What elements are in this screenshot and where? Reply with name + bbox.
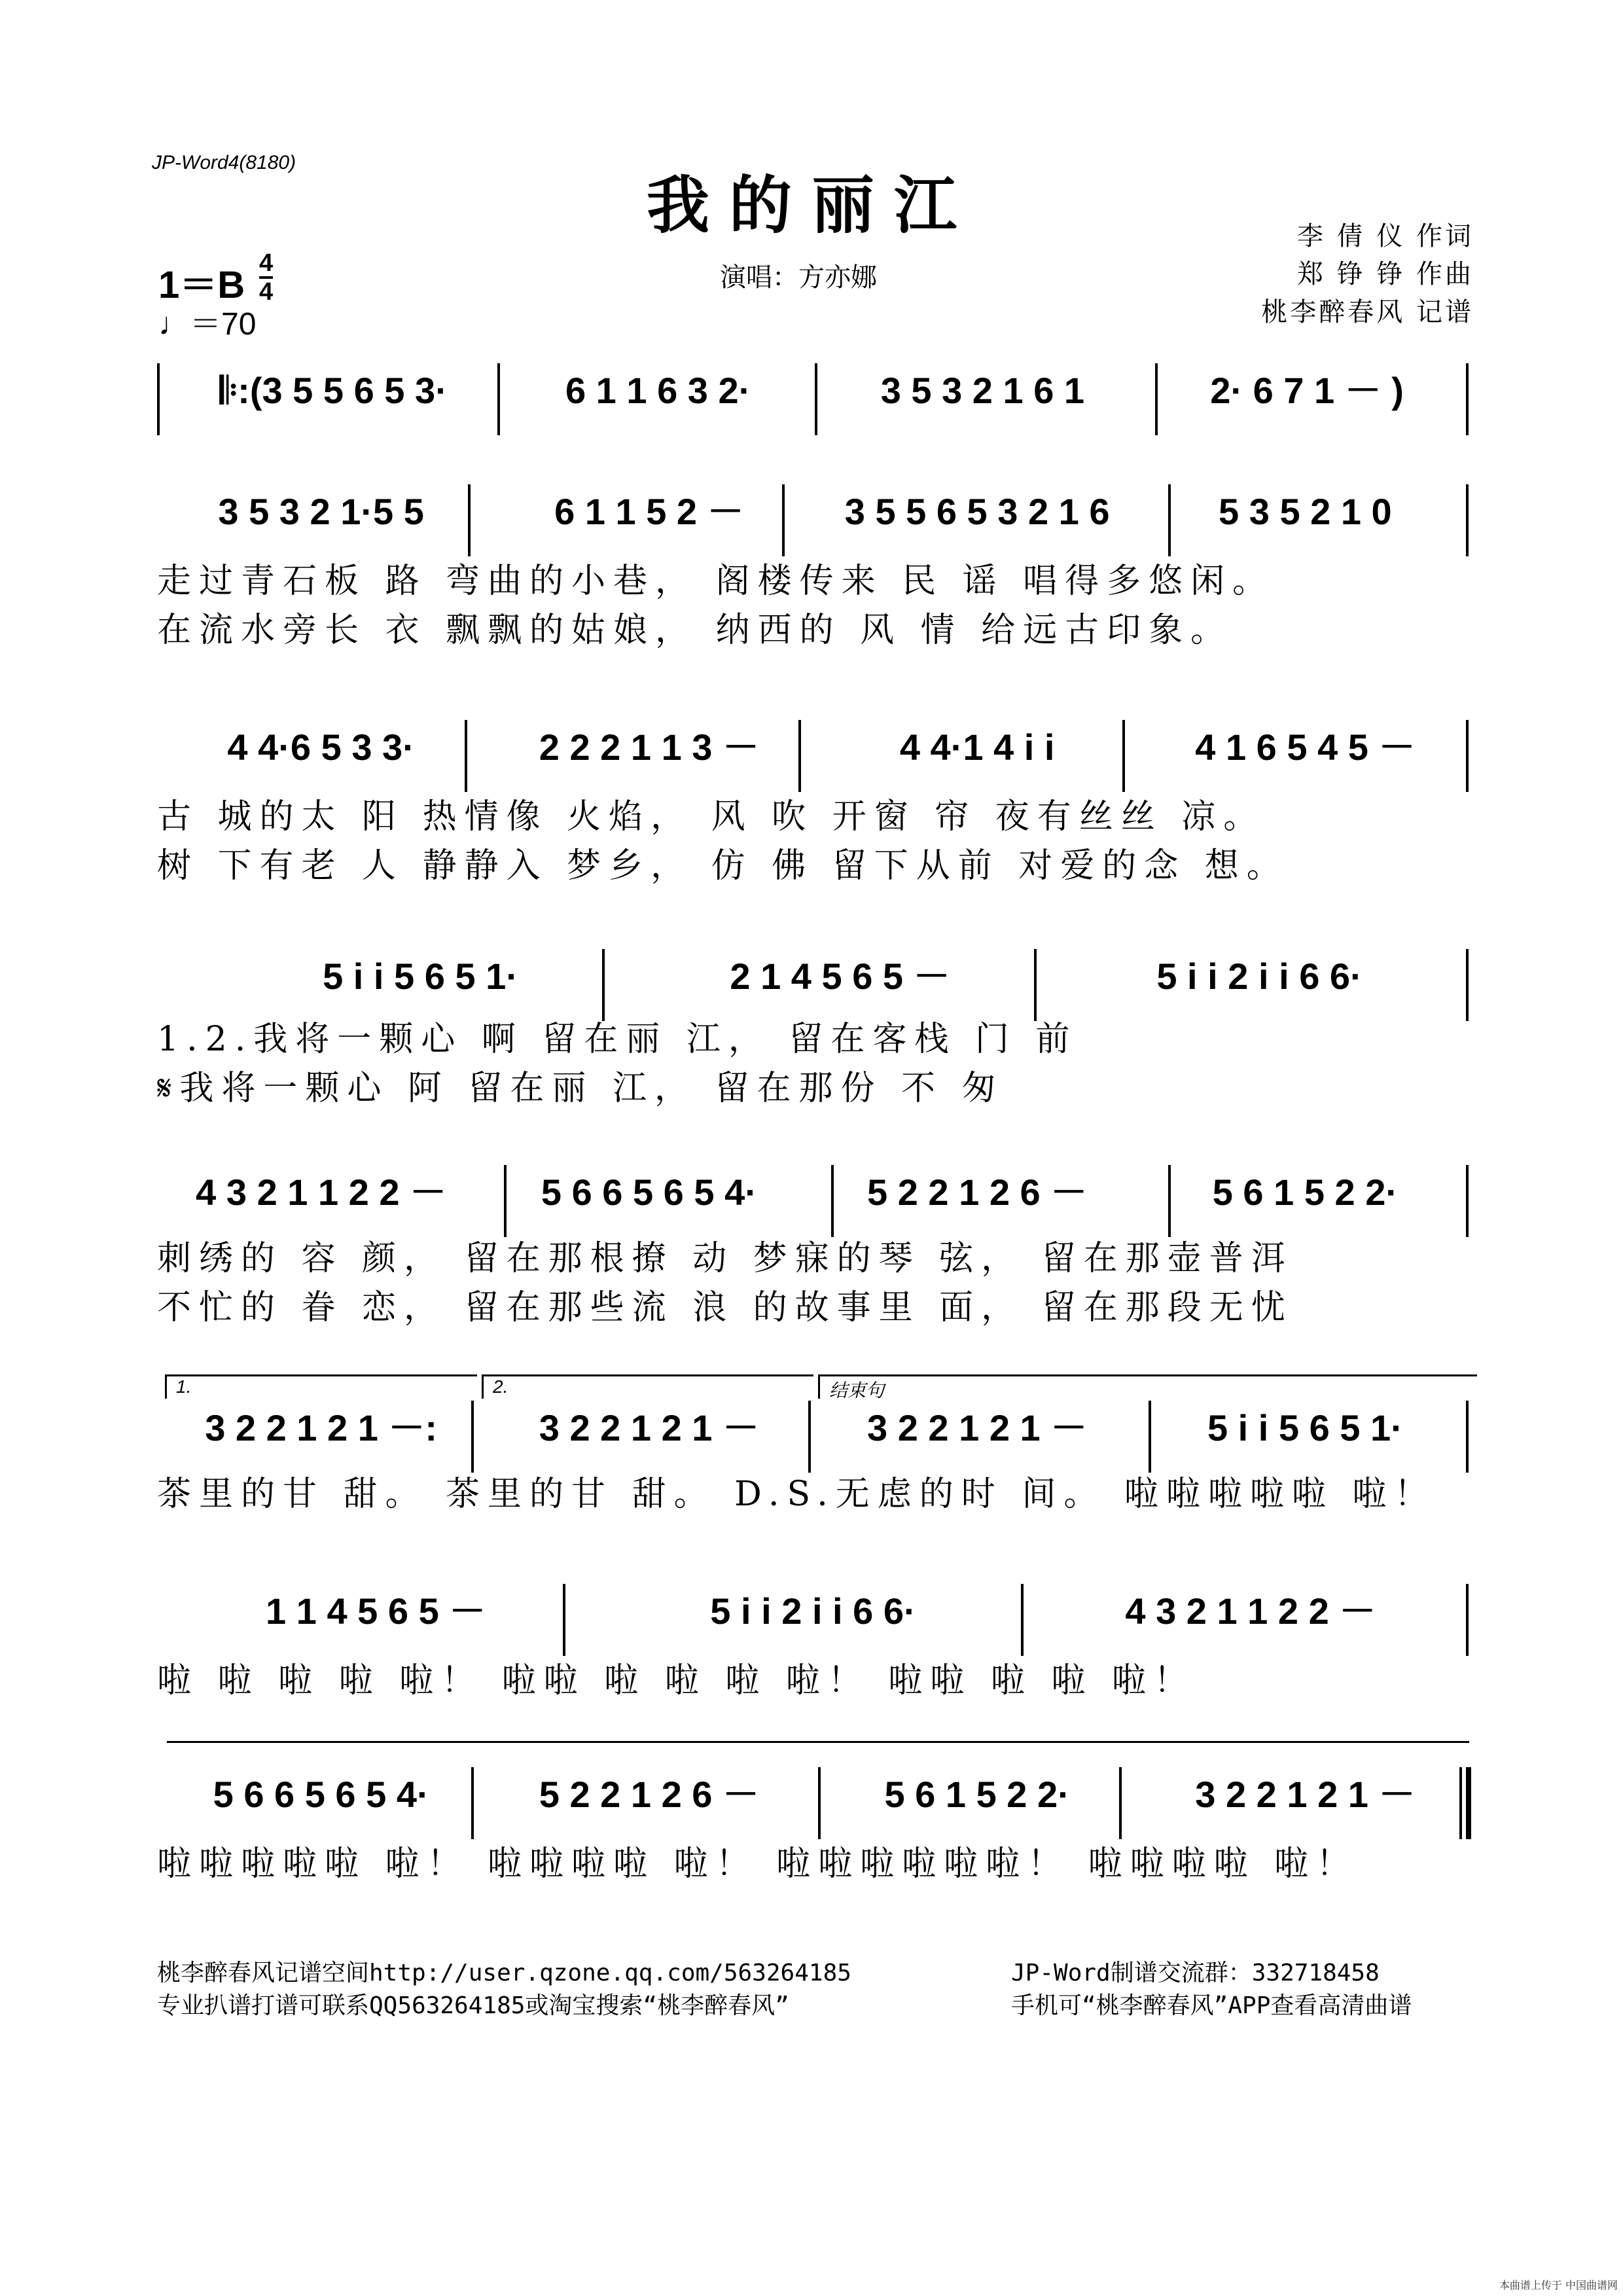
stave-5: [157, 1165, 1469, 1237]
meter-bottom: 4: [259, 278, 274, 306]
lyricist: 李 倩 仪 作词: [1296, 221, 1474, 251]
measure: 4 3 2 1 1 2 2 －: [196, 1172, 447, 1213]
footer-right-line: JP-Word制谱交流群：332718458: [1011, 1960, 1380, 1986]
stave-6: [157, 1401, 1469, 1473]
key-signature: 1＝B: [158, 264, 245, 306]
software-label: JP-Word4(8180): [152, 152, 296, 173]
stave-8: [157, 1767, 1469, 1839]
measure: 6 1 1 6 3 2·: [565, 370, 751, 411]
lyric-line: 茶里的甘 甜。 茶里的甘 甜。 D.S.无虑的时 间。 啦啦啦啦啦 啦！: [157, 1475, 1436, 1514]
footer-left-line: 桃李醉春风记谱空间http://user.qzone.qq.com/563264185: [157, 1960, 851, 1986]
measure: 4 4·1 4 i i: [899, 726, 1055, 768]
measure: 4 4·6 5 3 3·: [227, 726, 415, 768]
lyric-line: 刺绣的 容 颜， 留在那根撩 动 梦寐的琴 弦， 留在那壶普洱: [157, 1239, 1293, 1278]
lyric-line: 啦啦啦啦啦 啦！ 啦啦啦啦 啦！ 啦啦啦啦啦啦！ 啦啦啦啦 啦！: [157, 1844, 1359, 1884]
measure: 3 5 3 2 1 6 1: [880, 370, 1085, 411]
measure: 3 2 2 1 2 1 －:: [205, 1407, 438, 1448]
stave-2: [157, 484, 1469, 556]
footer-left: [157, 1957, 851, 2022]
song-title: 我的丽江: [647, 168, 976, 242]
lyric-line: 树 下有老 人 静静入 梦乡， 仿 佛 留下从前 对爱的念 想。: [157, 846, 1289, 886]
system-line: [167, 1741, 1469, 1743]
measure: 5 2 2 1 2 6 －: [867, 1172, 1088, 1213]
lyric-line: 啦 啦 啦 啦 啦！ 啦啦 啦 啦 啦 啦！ 啦啦 啦 啦 啦！: [157, 1661, 1196, 1700]
measure: 3 2 2 1 2 1 －: [1195, 1774, 1416, 1815]
measure: 𝄆:(3 5 5 6 5 3·: [219, 370, 448, 411]
measure: 3 2 2 1 2 1 －: [867, 1407, 1088, 1448]
measure: 5 i i 5 6 5 1·: [323, 956, 518, 997]
credits: [1261, 217, 1474, 331]
measure: 5 i i 5 6 5 1·: [1207, 1407, 1403, 1448]
volta-second: 2.: [482, 1374, 813, 1399]
stave-3: [157, 720, 1469, 792]
measure: 2· 6 7 1 － ): [1210, 370, 1404, 411]
measure: 3 5 5 6 5 3 2 1 6: [844, 491, 1110, 532]
singer: 演唱：方亦娜: [720, 262, 877, 293]
tempo-mark: ♩＝70: [158, 307, 257, 342]
measure: 5 i i 2 i i 6 6·: [710, 1590, 916, 1632]
stave-1: [157, 363, 1469, 435]
measure: 2 2 2 1 1 3 －: [539, 726, 759, 768]
footer-left-line: 专业扒谱打谱可联系QQ563264185或淘宝搜索“桃李醉春风”: [157, 1992, 789, 2019]
measure: 6 1 1 5 2 －: [554, 491, 744, 532]
measure: 5 6 6 5 6 5 4·: [213, 1774, 429, 1815]
measure: 5 6 1 5 2 2·: [884, 1774, 1070, 1815]
measure: 5 2 2 1 2 6 －: [539, 1774, 759, 1815]
measure: 4 3 2 1 1 2 2 －: [1125, 1590, 1376, 1632]
measure: 5 6 1 5 2 2·: [1212, 1172, 1399, 1213]
watermark-stamp: 本曲谱上传于 中国曲谱网: [1499, 2279, 1618, 2291]
footer-right-line: 手机可“桃李醉春风”APP查看高清曲谱: [1011, 1992, 1412, 2019]
measure: 4 1 6 5 4 5 －: [1195, 726, 1416, 768]
measure: 5 6 6 5 6 5 4·: [541, 1172, 757, 1213]
footer-right: [1011, 1957, 1412, 2022]
lyric-line: 不忙的 眷 恋， 留在那些流 浪 的故事里 面， 留在那段无忧: [157, 1288, 1293, 1327]
lyric-line: 古 城的太 阳 热情像 火焰， 风 吹 开窗 帘 夜有丝丝 凉。: [157, 797, 1266, 836]
stave-7: [157, 1584, 1469, 1656]
measure: 3 2 2 1 2 1 －: [539, 1407, 759, 1448]
measure: 5 3 5 2 1 0: [1219, 491, 1392, 532]
transcriber: 桃李醉春风 记谱: [1261, 297, 1474, 327]
volta-first: 1.: [165, 1374, 477, 1399]
composer: 郑 铮 铮 作曲: [1296, 259, 1474, 289]
lyric-line: 走过青石板 路 弯曲的小巷， 阁楼传来 民 谣 唱得多悠闲。: [157, 562, 1275, 601]
volta-ending: 结束句: [818, 1374, 1477, 1399]
measure: 2 1 4 5 6 5 －: [730, 956, 950, 997]
lyric-line: 1.2.我将一颗心 啊 留在丽 江， 留在客栈 门 前: [157, 1020, 1078, 1059]
stave-4: [157, 949, 1469, 1021]
time-signature: [259, 250, 273, 305]
lyric-line: 𝄋我将一颗心 阿 留在丽 江， 留在那份 不 匆: [157, 1069, 1004, 1108]
lyric-line: 在流水旁长 衣 飘飘的姑娘， 纳西的 风 情 给远古印象。: [157, 611, 1233, 650]
meter-top: 4: [259, 250, 273, 279]
measure: 3 5 3 2 1·5 5: [218, 491, 424, 532]
measure: 1 1 4 5 6 5 －: [266, 1590, 486, 1632]
measure: 5 i i 2 i i 6 6·: [1156, 956, 1363, 997]
